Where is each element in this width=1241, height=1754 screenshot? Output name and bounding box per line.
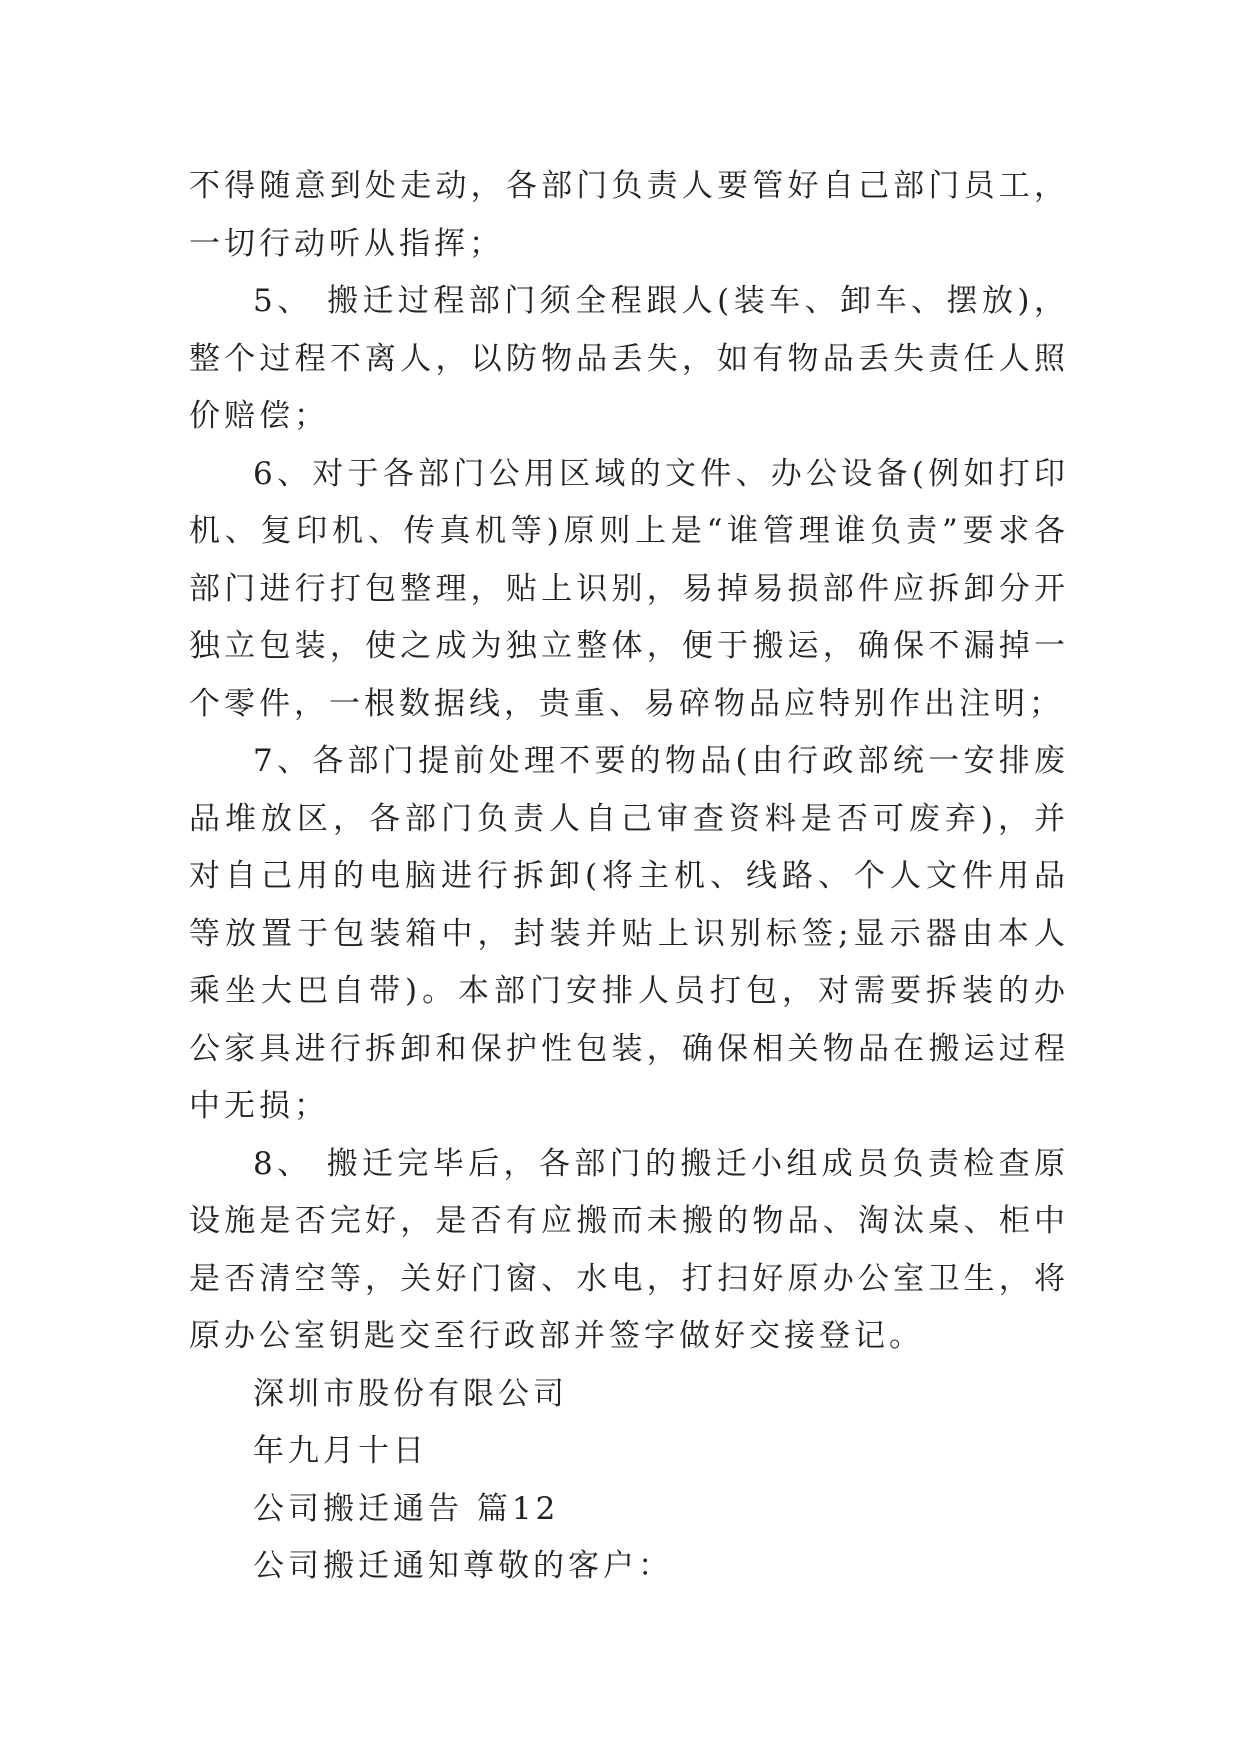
- date-line: 年九月十日: [253, 1433, 428, 1469]
- paragraph-continuation: 不得随意到处走动，各部门负责人要管好自己部门员工，一切行动听从指挥；: [189, 168, 1069, 262]
- paragraph-item-7: 7、各部门提前处理不要的物品(由行政部统一安排废品堆放区，各部门负责人自己审查资料是否可废弃)，并对自己用的电脑进行拆卸(将主机、线路、个人文件用品等放置于包装箱中，封装并贴上识别标签;显示器由本人乘坐大巴自带)。本部门安排人员打包，对需要拆装的办公家具进行拆卸和保护性包装，确保相关物品在搬运过程中无损；: [189, 743, 1069, 1124]
- section-title: 公司搬迁通告 篇12: [253, 1490, 560, 1527]
- paragraph-item-5: 5、 搬迁过程部门须全程跟人(装车、卸车、摆放)，整个过程不离人，以防物品丢失，如有物品丢失责任人照价赔偿；: [189, 283, 1069, 434]
- paragraph-item-6: 6、对于各部门公用区域的文件、办公设备(例如打印机、复印机、传真机等)原则上是“谁管理谁负责”要求各部门进行打包整理，贴上识别，易掉易损部件应拆卸分开独立包装，使之成为独立整体，便于搬运，确保不漏掉一个零件，一根数据线，贵重、易碎物品应特别作出注明；: [189, 455, 1069, 722]
- company-name: 深圳市股份有限公司: [253, 1375, 568, 1412]
- salutation: 公司搬迁通知尊敬的客户：: [253, 1548, 673, 1584]
- document-body: [189, 158, 1069, 1596]
- paragraph-item-8: 8、 搬迁完毕后，各部门的搬迁小组成员负责检查原设施是否完好，是否有应搬而未搬的物品、淘汰桌、柜中是否清空等，关好门窗、水电，打扫好原办公室卫生，将原办公室钥匙交至行政部并签字做好交接登记。: [189, 1145, 1069, 1354]
